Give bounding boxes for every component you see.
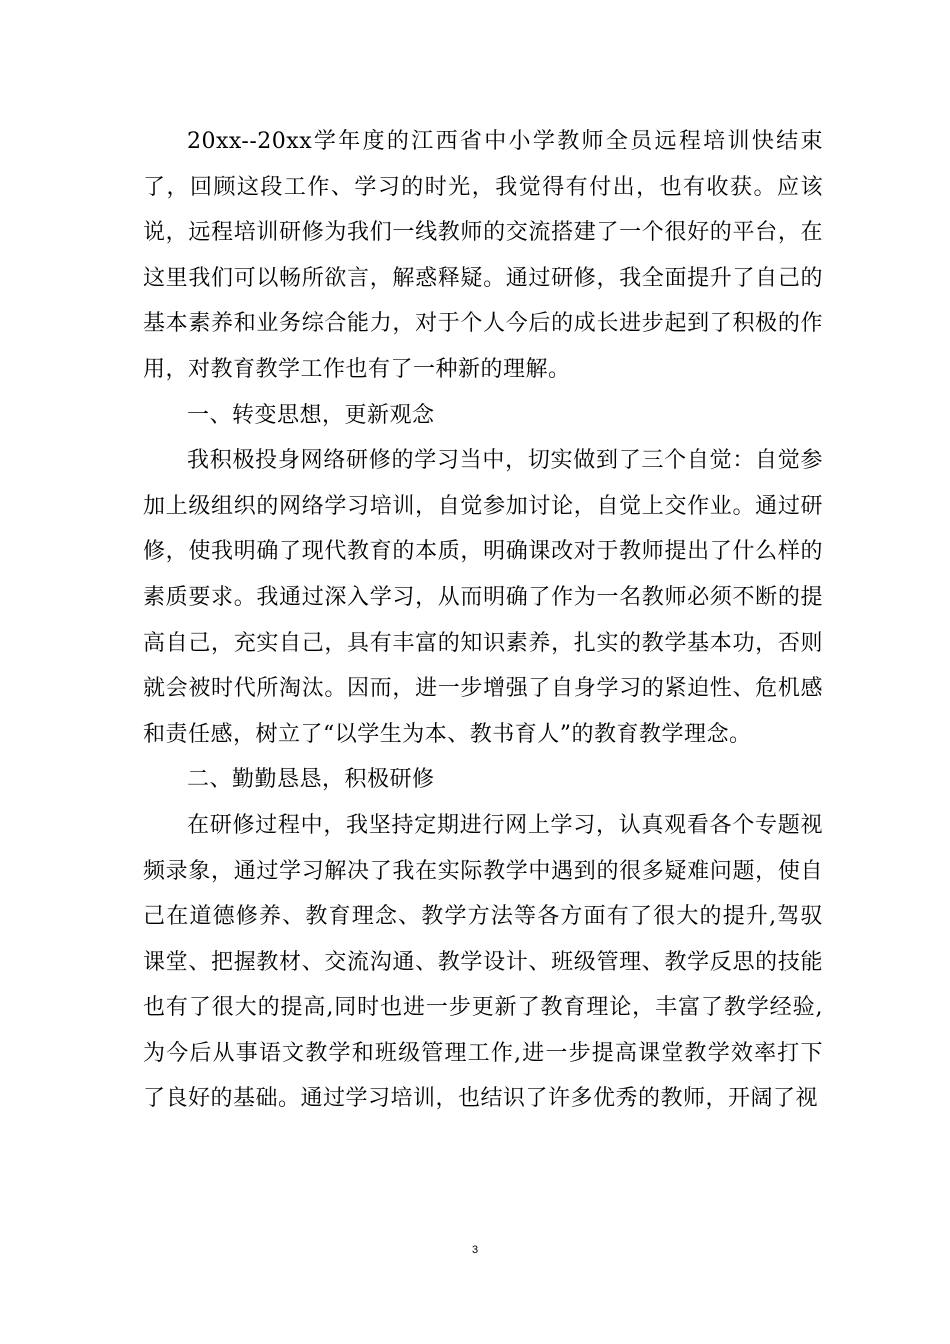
page-number: 3 [471, 1244, 479, 1256]
section-2-paragraph: 在研修过程中，我坚持定期进行网上学习，认真观看各个专题视频录象，通过学习解决了我在实际教学中遇到的很多疑难问题，使自己在道德修养、教育理念、教学方法等各方面有了很大的提升,驾驭课堂、把握教材、交流沟通、教学设计、班级管理、教学反思的技能也有了很大的提高,同时也进一步更新了教育理论，丰富了教学经验,为今后从事语文教学和班级管理工作,进一步提高课堂教学效率打下了良好的基础。通过学习培训，也结识了许多优秀的教师，开阔了视 [143, 812, 823, 1112]
section-heading-2: 二、勤勤恳恳，积极研修 [187, 767, 435, 793]
section-heading-1: 一、转变思想，更新观念 [187, 402, 435, 428]
document-body [143, 119, 823, 1122]
intro-paragraph: 20xx--20xx学年度的江西省中小学教师全员远程培训快结束了，回顾这段工作、学习的时光，我觉得有付出，也有收获。应该说，远程培训研修为我们一线教师的交流搭建了一个很好的平台，在这里我们可以畅所欲言，解惑释疑。通过研修，我全面提升了自己的基本素养和业务综合能力，对于个人今后的成长进步起到了积极的作用，对教育教学工作也有了一种新的理解。 [143, 129, 823, 382]
section-1-paragraph: 我积极投身网络研修的学习当中，切实做到了三个自觉：自觉参加上级组织的网络学习培训，自觉参加讨论，自觉上交作业。通过研修，使我明确了现代教育的本质，明确课改对于教师提出了什么样的素质要求。我通过深入学习，从而明确了作为一名教师必须不断的提高自己，充实自己，具有丰富的知识素养，扎实的教学基本功，否则就会被时代所淘汰。因而，进一步增强了自身学习的紧迫性、危机感和责任感，树立了“以学生为本、教书育人”的教育教学理念。 [143, 448, 823, 747]
